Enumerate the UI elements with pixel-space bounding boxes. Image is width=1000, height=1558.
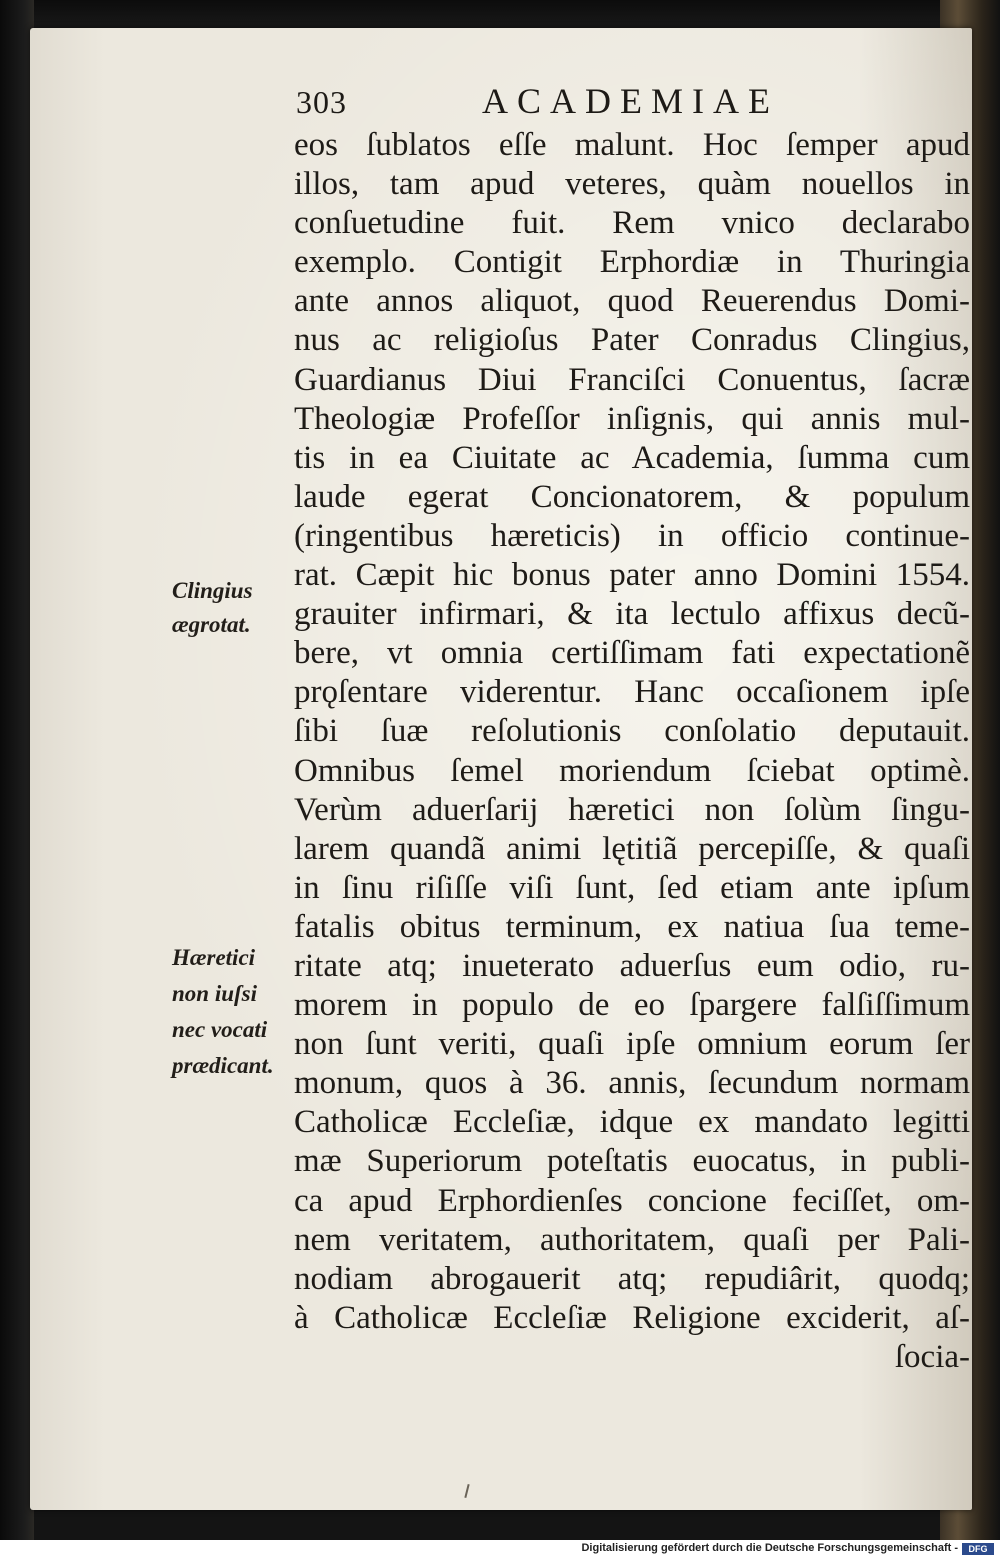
text-line: Verùm aduerſarij hæretici non ſolùm ſingu- [294, 791, 970, 828]
margin-note-line: Clingius [172, 578, 253, 603]
text-line: in ſinu riſiſſe viſi ſunt, ſed etiam ante ipſum [294, 869, 970, 906]
text-line: grauiter infirmari, & ita lectulo affixus decũ- [294, 596, 970, 633]
margin-note-line: non iuſsi [172, 981, 258, 1006]
margin-note-clingius [172, 574, 253, 642]
text-line: laude egerat Concionatorem, & populum [294, 478, 970, 515]
text-line: Guardianus Diui Franciſci Conuentus, ſacræ [294, 361, 970, 398]
scan-left-edge [0, 0, 34, 1540]
text-line: rat. Cæpit hic bonus pater anno Domini 1554. [294, 557, 970, 594]
catchword: ſocia- [894, 1338, 970, 1375]
text-line: (ringentibus hæreticis) in officio continue- [294, 517, 970, 554]
margin-note-haeretici [172, 940, 274, 1084]
text-line: illos, tam apud veteres, quàm nouellos in [294, 166, 970, 203]
text-line: exemplo. Contigit Erphordiæ in Thuringia [294, 244, 970, 281]
text-line: conſuetudine fuit. Rem vnico declarabo [294, 205, 970, 242]
text-line: Catholicæ Eccleſiæ, idque ex mandato legitti [294, 1104, 970, 1141]
footer-bar [0, 1540, 1000, 1558]
margin-note-line: ægrotat. [172, 612, 251, 637]
text-line: ante annos aliquot, quod Reuerendus Domi- [294, 283, 970, 320]
text-line: ſibi ſuæ reſolutionis conſolatio deputauit. [294, 713, 970, 750]
text-line: à Catholicæ Eccleſiæ Religione exciderit, aſ- [294, 1299, 970, 1336]
text-line: Theologiæ Profeſſor inſignis, qui annis mul- [294, 400, 970, 437]
text-line: mæ Superiorum poteſtatis euocatus, in publi- [294, 1143, 970, 1180]
running-title: ACADEMIAE [482, 81, 779, 121]
dfg-logo-icon: DFG [962, 1543, 994, 1555]
text-line: bere, vt omnia certiſſimam fati expectationẽ [294, 635, 970, 672]
text-line: nus ac religioſus Pater Conradus Clingius, [294, 322, 970, 359]
text-line: nodiam abrogauerit atq; repudiârit, quodq; [294, 1260, 970, 1297]
text-line: larem quandã animi lętitiã percepiſſe, & quaſi [294, 830, 970, 867]
funding-credit: Digitalisierung gefördert durch die Deutsche Forschungsgemeinschaft - [581, 1542, 958, 1554]
text-line: morem in populo de eo ſpargere falſiſſimum [294, 987, 970, 1024]
margin-note-line: prædicant. [172, 1053, 274, 1078]
text-line: Omnibus ſemel moriendum ſciebat optimè. [294, 752, 970, 789]
text-line: eos ſublatos eſſe malunt. Hoc ſemper apud [294, 127, 970, 163]
main-text [294, 126, 970, 1377]
text-line: monum, quos à 36. annis, ſecundum normam [294, 1065, 970, 1102]
text-line: prǫſentare viderentur. Hanc occaſionem ipſe [294, 674, 970, 711]
running-head [296, 80, 966, 128]
text-line: non ſunt veriti, quaſi ipſe omnium eorum ſer [294, 1026, 970, 1063]
text-line: tis in ea Ciuitate ac Academia, ſumma cum [294, 439, 970, 476]
text-line: fatalis obitus terminum, ex natiua ſua teme- [294, 908, 970, 945]
text-line: ca apud Erphordienſes concione feciſſet, om- [294, 1182, 970, 1219]
page-number: 303 [296, 84, 347, 120]
margin-note-line: Hæretici [172, 945, 256, 970]
text-line: nem veritatem, authoritatem, quaſi per Pali- [294, 1221, 970, 1258]
text-line: ritate atq; inueterato aduerſus eum odio, ru- [294, 947, 970, 984]
margin-note-line: nec vocati [172, 1017, 268, 1042]
